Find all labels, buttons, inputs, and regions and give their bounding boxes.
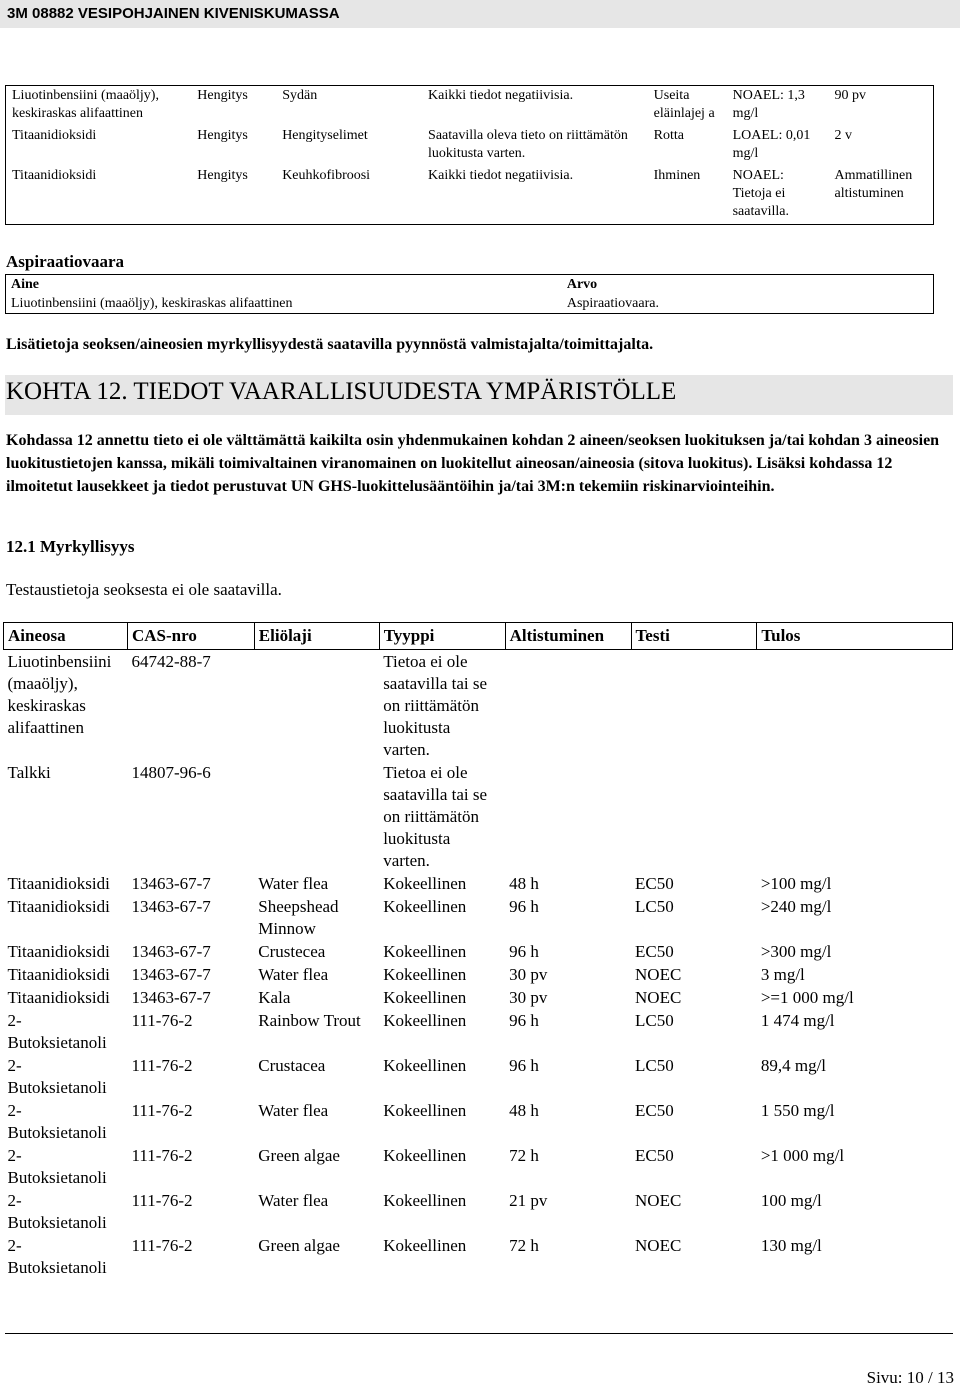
ecotoxicity-cell-test [631,761,757,872]
ecotoxicity-cell-test: EC50 [635,942,674,961]
ecotoxicity-cell-test: NOEC [635,1236,682,1255]
ecotoxicity-cell-substance: 2- Butoksietanoli [7,1011,107,1052]
ecotoxicity-cell-species [254,761,379,872]
ecotoxicity-cell-exposure: 21 pv [509,1191,548,1210]
toxicity-cell-value: Saatavilla oleva tieto on riittämätön luokitusta varten. [428,128,628,161]
ecotoxicity-cell-substance: Liuotinbensiini (maaöljy), keskiraskas alifaattinen [7,652,112,737]
ecotoxicity-header-cell: CAS-nro [127,623,254,650]
ecotoxicity-row [4,872,953,895]
ecotoxicity-cell-exposure: 96 h [509,1011,539,1030]
ecotoxicity-cell-result [757,650,953,762]
ecotoxicity-cell-result: 1 474 mg/l [760,1011,835,1030]
ecotoxicity-cell-exposure [505,761,631,872]
ecotoxicity-row [4,895,953,940]
ecotoxicity-cell-species: Water flea [258,965,329,984]
ecotoxicity-cell-cas: 13463-67-7 [131,897,211,916]
ecotoxicity-cell-cas: 64742-88-7 [131,652,211,671]
ecotoxicity-header-cell: Aineosa [4,623,128,650]
ecotoxicity-cell-test: EC50 [635,1101,674,1120]
ecotoxicity-cell-type: Tietoa ei ole saatavilla tai se on riittämätön luokitusta varten. [383,763,488,870]
ecotoxicity-cell-type: Kokeellinen [383,1191,467,1210]
toxicity-cell-route: Hengitys [191,86,276,127]
ecotoxicity-cell-type: Kokeellinen [383,942,467,961]
ecotoxicity-cell-result: >1 000 mg/l [760,1146,845,1165]
ecotoxicity-row [4,940,953,963]
ecotoxicity-cell-species: Green algae [258,1236,340,1255]
aspiration-table [5,274,934,314]
toxicity-cell-organ: Keuhkofibroosi [276,166,422,225]
toxicity-cell-duration: 90 pv [829,86,934,127]
aspiration-header-value: Arvo [562,275,934,295]
ecotoxicity-cell-result: >240 mg/l [760,897,832,916]
ecotoxicity-row [4,1054,953,1099]
ecotoxicity-cell-test [631,650,757,762]
ecotoxicity-cell-substance: 2- Butoksietanoli [7,1056,107,1097]
ecotoxicity-cell-cas: 111-76-2 [131,1191,193,1210]
ecotoxicity-cell-test: LC50 [635,897,674,916]
ecotoxicity-cell-exposure: 30 pv [509,988,548,1007]
ecotoxicity-cell-exposure: 96 h [509,1056,539,1075]
ecotoxicity-cell-type: Kokeellinen [383,988,467,1007]
ecotoxicity-cell-test: LC50 [635,1011,674,1030]
ecotoxicity-cell-substance: Titaanidioksidi [7,897,110,916]
ecotoxicity-cell-result [757,761,953,872]
ecotoxicity-cell-substance: Talkki [7,763,51,782]
ecotoxicity-cell-test: LC50 [635,1056,674,1075]
aspiration-header-substance: Aine [6,275,562,295]
ecotoxicity-header-cell: Altistuminen [505,623,631,650]
ecotoxicity-cell-species: Rainbow Trout [258,1011,361,1030]
toxicity-cell-value: Kaikki tiedot negatiivisia. [422,86,648,127]
toxicity-cell-substance: Liuotinbensiini (maaöljy), keskiraskas alifaattinen [6,86,192,127]
ecotoxicity-cell-exposure: 96 h [509,942,539,961]
ecotoxicity-header-cell: Tulos [757,623,953,650]
toxicity-row [6,166,934,225]
ecotoxicity-cell-result: 100 mg/l [760,1191,822,1210]
ecotoxicity-cell-substance: Titaanidioksidi [7,965,110,984]
ecotoxicity-cell-result: 130 mg/l [760,1236,822,1255]
ecotoxicity-cell-exposure [505,650,631,762]
document-title: 3M 08882 VESIPOHJAINEN KIVENISKUMASSA [7,5,340,22]
ecotoxicity-cell-cas: 13463-67-7 [131,874,211,893]
ecotoxicity-cell-type: Kokeellinen [383,1236,467,1255]
aspiration-substance: Liuotinbensiini (maaöljy), keskiraskas alifaattinen [6,294,562,314]
ecotoxicity-cell-cas: 13463-67-7 [131,942,211,961]
ecotoxicity-cell-result: 89,4 mg/l [760,1056,827,1075]
ecotoxicity-cell-cas: 111-76-2 [131,1101,193,1120]
ecotoxicity-cell-type: Kokeellinen [383,874,467,893]
ecotoxicity-header-cell: Tyyppi [379,623,505,650]
ecotoxicity-cell-cas: 111-76-2 [131,1146,193,1165]
ecotoxicity-cell-type: Kokeellinen [383,1011,467,1030]
footer-rule [5,1333,953,1334]
ecotoxicity-row [4,650,953,762]
ecotoxicity-row [4,1144,953,1189]
toxicity-cell-substance: Titaanidioksidi [6,166,192,225]
ecotoxicity-cell-substance: 2- Butoksietanoli [7,1191,107,1232]
aspiration-title: Aspiraatiovaara [6,252,125,271]
toxicity-cell-organ: Sydän [276,86,422,127]
toxicity-cell-organ: Hengityselimet [282,128,368,143]
ecotoxicity-cell-substance: 2- Butoksietanoli [7,1236,107,1277]
ecotoxicity-cell-type: Kokeellinen [383,1146,467,1165]
ecotoxicity-cell-cas: 111-76-2 [131,1056,193,1075]
ecotoxicity-cell-type: Tietoa ei ole saatavilla tai se on riittämätön luokitusta varten. [383,652,488,759]
toxicity-note: Lisätietoja seoksen/aineosien myrkyllisyydestä saatavilla pyynnöstä valmistajalta/toimittajalta. [6,336,654,353]
section-12-intro: Kohdassa 12 annettu tieto ei ole välttämättä kaikilta osin yhdenmukainen kohdan 2 aineen/seoksen luokituksen ja/tai kohdan 3 aineosien luokitustietojen kanssa, mikäli toimivaltainen viranomainen on luokitellut aineosan/aineosia (sitova luokitus). Lisäksi kohdassa 12 ilmoitetut lausekkeet ja tiedot perustuvat UN GHS-luokittelusääntöihin ja/tai 3M:n tekemiin riskinarviointeihin. [6,432,940,495]
ecotoxicity-cell-species: Crustecea [258,942,326,961]
toxicity-cell-value: Kaikki tiedot negatiivisia. [422,166,648,225]
ecotoxicity-cell-species [254,650,379,762]
toxicity-cell-duration: 2 v [829,126,934,166]
ecotoxicity-row [4,1234,953,1279]
ecotoxicity-cell-species: Crustacea [258,1056,326,1075]
section-12-title: KOHTA 12. TIEDOT VAARALLISUUDESTA YMPÄRISTÖLLE [6,378,677,405]
ecotoxicity-cell-type: Kokeellinen [383,1101,467,1120]
aspiration-value: Aspiraatiovaara. [562,294,934,314]
ecotoxicity-cell-result: >100 mg/l [760,874,832,893]
ecotoxicity-cell-substance: Titaanidioksidi [7,874,110,893]
ecotoxicity-cell-cas: 14807-96-6 [131,763,211,782]
ecotoxicity-cell-species: Green algae [258,1146,340,1165]
subsection-title: 12.1 Myrkyllisyys [6,537,135,556]
ecotoxicity-cell-type: Kokeellinen [383,897,467,916]
ecotoxicity-cell-exposure: 96 h [509,897,539,916]
ecotoxicity-header-cell: Eliölaji [254,623,379,650]
ecotoxicity-row [4,986,953,1009]
ecotoxicity-cell-cas: 111-76-2 [131,1236,193,1255]
ecotoxicity-cell-test: EC50 [635,874,674,893]
ecotoxicity-cell-species: Sheepshead Minnow [258,897,339,938]
toxicity-cell-route: Hengitys [191,166,276,225]
ecotoxicity-table [3,622,953,1279]
toxicity-cell-route: Hengitys [197,128,248,143]
toxicity-cell-duration: Ammatillinen altistuminen [829,166,934,225]
ecotoxicity-row [4,1009,953,1054]
ecotoxicity-cell-exposure: 72 h [509,1146,539,1165]
ecotoxicity-cell-substance: 2- Butoksietanoli [7,1101,107,1142]
ecotoxicity-cell-test: NOEC [635,965,682,984]
toxicity-row [6,86,934,127]
toxicity-row [6,126,934,166]
ecotoxicity-cell-result: >300 mg/l [760,942,832,961]
ecotoxicity-header-row [4,623,953,650]
ecotoxicity-cell-test: NOEC [635,988,682,1007]
page-number: Sivu: 10 / 13 [866,1368,954,1387]
ecotoxicity-cell-cas: 13463-67-7 [131,965,211,984]
ecotoxicity-cell-substance: Titaanidioksidi [7,942,110,961]
toxicity-cell-substance: Titaanidioksidi [6,126,192,166]
toxicity-cell-species: Ihminen [648,166,727,225]
ecotoxicity-cell-type: Kokeellinen [383,965,467,984]
toxicity-cell-result: LOAEL: 0,01 mg/l [732,128,811,161]
ecotoxicity-row [4,1189,953,1234]
toxicity-cell-species: Useita eläinlajej a [648,86,727,127]
ecotoxicity-cell-exposure: 30 pv [509,965,548,984]
ecotoxicity-cell-exposure: 48 h [509,1101,539,1120]
ecotoxicity-cell-type: Kokeellinen [383,1056,467,1075]
ecotoxicity-cell-exposure: 48 h [509,874,539,893]
ecotoxicity-row [4,1099,953,1144]
toxicity-cell-result: NOAEL: Tietoja ei saatavilla. [727,166,829,225]
toxicity-table [5,85,934,225]
ecotoxicity-cell-exposure: 72 h [509,1236,539,1255]
no-mixture-data: Testaustietoja seoksesta ei ole saatavilla. [6,580,282,599]
document-header [0,0,960,28]
ecotoxicity-cell-test: NOEC [635,1191,682,1210]
ecotoxicity-cell-cas: 13463-67-7 [131,988,211,1007]
ecotoxicity-cell-species: Water flea [258,874,329,893]
ecotoxicity-cell-test: EC50 [635,1146,674,1165]
ecotoxicity-cell-cas: 111-76-2 [131,1011,193,1030]
ecotoxicity-cell-species: Water flea [258,1101,329,1120]
toxicity-cell-result: NOAEL: 1,3 mg/l [727,86,829,127]
ecotoxicity-cell-result: 3 mg/l [760,965,805,984]
ecotoxicity-header-cell: Testi [631,623,757,650]
ecotoxicity-row [4,963,953,986]
ecotoxicity-cell-result: >=1 000 mg/l [760,988,854,1007]
toxicity-cell-species: Rotta [653,128,684,143]
ecotoxicity-cell-species: Kala [258,988,291,1007]
ecotoxicity-row [4,761,953,872]
ecotoxicity-cell-substance: Titaanidioksidi [7,988,110,1007]
ecotoxicity-cell-result: 1 550 mg/l [760,1101,835,1120]
ecotoxicity-cell-substance: 2- Butoksietanoli [7,1146,107,1187]
ecotoxicity-cell-species: Water flea [258,1191,329,1210]
